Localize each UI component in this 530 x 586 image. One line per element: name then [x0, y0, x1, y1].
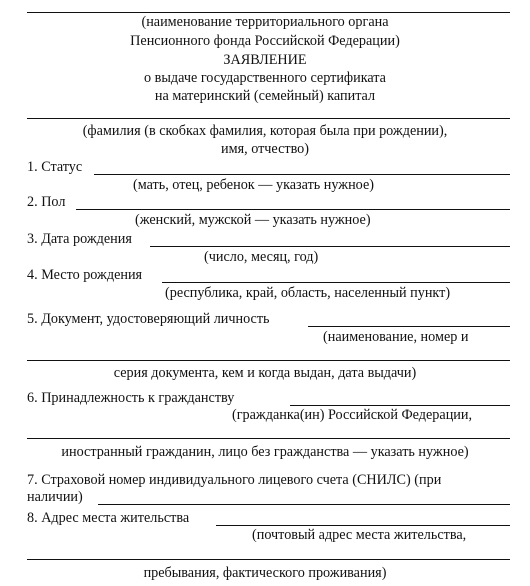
status-label: 1. Статус [27, 159, 83, 175]
full-name-line[interactable] [27, 118, 510, 119]
identity-doc-line-1[interactable] [308, 326, 510, 327]
full-name-caption-2: имя, отчество) [221, 141, 309, 157]
citizenship-line-2[interactable] [27, 438, 510, 439]
identity-doc-hint-2: серия документа, кем и когда выдан, дата выдачи) [113, 365, 417, 381]
document-subtitle-2: на материнский (семейный) капитал [154, 88, 376, 104]
identity-doc-line-2[interactable] [27, 360, 510, 361]
birth-place-line[interactable] [162, 282, 510, 283]
citizenship-hint-1: (гражданка(ин) Российской Федерации, [232, 407, 473, 423]
address-line-2[interactable] [27, 559, 510, 560]
address-hint-2: пребывания, фактического проживания) [143, 565, 387, 581]
org-caption-2: Пенсионного фонда Российской Федерации) [130, 33, 400, 49]
birth-place-label: 4. Место рождения [27, 267, 143, 283]
address-line-1[interactable] [216, 525, 510, 526]
citizenship-hint-2: иностранный гражданин, лицо без гражданства — указать нужное) [61, 444, 469, 460]
identity-doc-hint-1: (наименование, номер и [323, 329, 469, 345]
org-caption-1: (наименование территориального органа [141, 14, 389, 30]
address-hint-1: (почтовый адрес места жительства, [252, 527, 467, 543]
birth-place-hint: (республика, край, область, населенный пункт) [165, 285, 451, 301]
snils-label-1: 7. Страховой номер индивидуального лицевого счета (СНИЛС) (при [27, 472, 442, 488]
full-name-caption-1: (фамилия (в скобках фамилия, которая была при рождении), [82, 123, 448, 139]
sex-hint: (женский, мужской — указать нужное) [135, 212, 371, 228]
birth-date-line[interactable] [150, 246, 510, 247]
status-hint: (мать, отец, ребенок — указать нужное) [133, 177, 374, 193]
identity-doc-label: 5. Документ, удостоверяющий личность [27, 311, 270, 327]
address-label: 8. Адрес места жительства [27, 510, 190, 526]
snils-label-2: наличии) [27, 489, 83, 505]
snils-line[interactable] [98, 504, 510, 505]
sex-label: 2. Пол [27, 194, 66, 210]
document-title: ЗАЯВЛЕНИЕ [223, 52, 307, 68]
sex-line[interactable] [76, 209, 510, 210]
citizenship-label: 6. Принадлежность к гражданству [27, 390, 235, 406]
birth-date-hint: (число, месяц, год) [204, 249, 319, 265]
org-name-line[interactable] [27, 12, 510, 13]
citizenship-line-1[interactable] [290, 405, 510, 406]
document-subtitle-1: о выдаче государственного сертификата [144, 70, 386, 86]
birth-date-label: 3. Дата рождения [27, 231, 132, 247]
status-line[interactable] [94, 174, 510, 175]
